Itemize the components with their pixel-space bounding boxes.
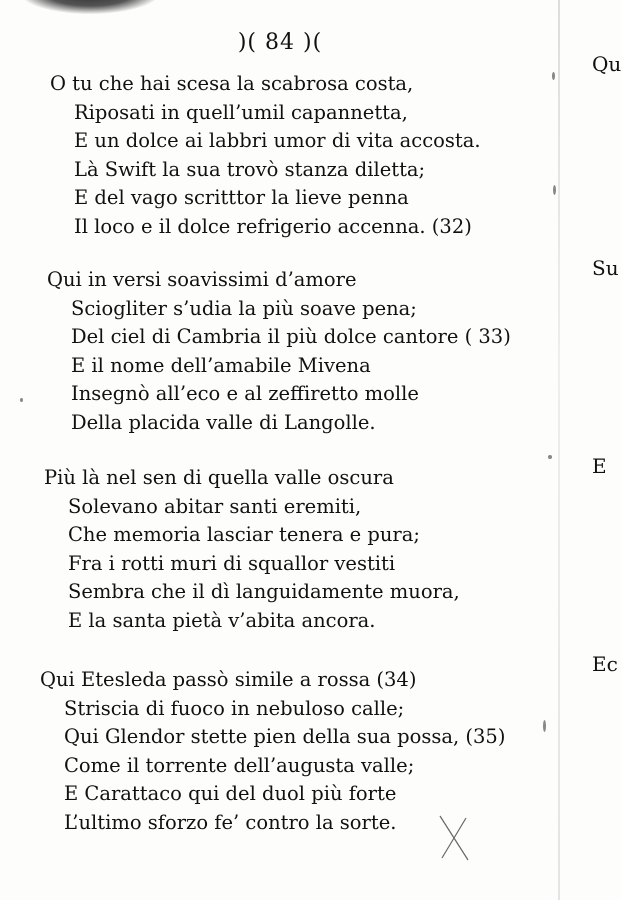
verse-line: E Carattaco qui del duol più forte — [64, 782, 397, 805]
verse-line: Il loco e il dolce refrigerio accenna. (32) — [74, 214, 472, 238]
verse-line: Sciogliter s’udia la più soave pena; — [71, 296, 417, 320]
verse-line: Striscia di fuoco in nebuloso calle; — [64, 696, 405, 720]
verse-line: Fra i rotti muri di squallor vestiti — [68, 551, 396, 575]
scan-speck — [552, 72, 555, 80]
verse-line: Solevano abitar santi eremiti, — [68, 494, 362, 518]
verse-line: E un dolce ai labbri umor di vita accosta. — [74, 129, 481, 152]
scan-speck — [20, 398, 23, 402]
verse-line: Come il torrente dell’augusta valle; — [64, 753, 415, 777]
stanza-3 — [44, 464, 460, 635]
facing-page-fragment: E — [592, 454, 607, 478]
page-number: )( 84 )( — [237, 30, 323, 55]
verse-line: Della placida valle di Langolle. — [71, 410, 376, 434]
facing-page-fragment: Qu — [592, 52, 621, 76]
facing-page-fragment: Su — [592, 256, 619, 280]
scan-speck — [553, 185, 556, 195]
facing-page-fragment: Ec — [592, 652, 618, 676]
verse-line: Qui in versi soavissimi d’amore — [47, 268, 357, 291]
verse-line: Più là nel sen di quella valle oscura — [44, 466, 394, 489]
verse-line: Qui Etesleda passò simile a rossa (34) — [40, 668, 417, 691]
verse-line: Sembra che il dì languidamente muora, — [68, 580, 460, 603]
verse-line: L’ultimo sforzo fe’ contro la sorte. — [64, 810, 397, 834]
verse-line: Insegnò all’eco e al zeffiretto molle — [71, 382, 419, 405]
verse-line: Là Swift la sua trovò stanza diletta; — [74, 157, 426, 181]
verse-line: Riposati in quell’umil capannetta, — [74, 100, 408, 124]
verse-line: E il nome dell’amabile Mivena — [71, 353, 371, 377]
page-gutter — [558, 0, 560, 900]
verse-line: Che memoria lasciar tenera e pura; — [68, 523, 420, 546]
stanza-2 — [47, 266, 511, 437]
verse-line: Del ciel di Cambria il più dolce cantore ( 33) — [71, 325, 511, 348]
verse-line: O tu che hai scesa la scabrosa costa, — [50, 72, 414, 95]
verse-line: E del vago scritttor la lieve penna — [74, 186, 409, 209]
stanza-1 — [50, 70, 481, 241]
verse-line: E la santa pietà v’abita ancora. — [68, 608, 376, 632]
verse-line: Qui Glendor stette pien della sua possa, (35) — [64, 725, 506, 748]
pencil-x-mark — [436, 812, 472, 864]
scan-shadow — [20, 0, 160, 14]
scan-speck — [548, 455, 552, 459]
scan-speck — [543, 720, 546, 732]
